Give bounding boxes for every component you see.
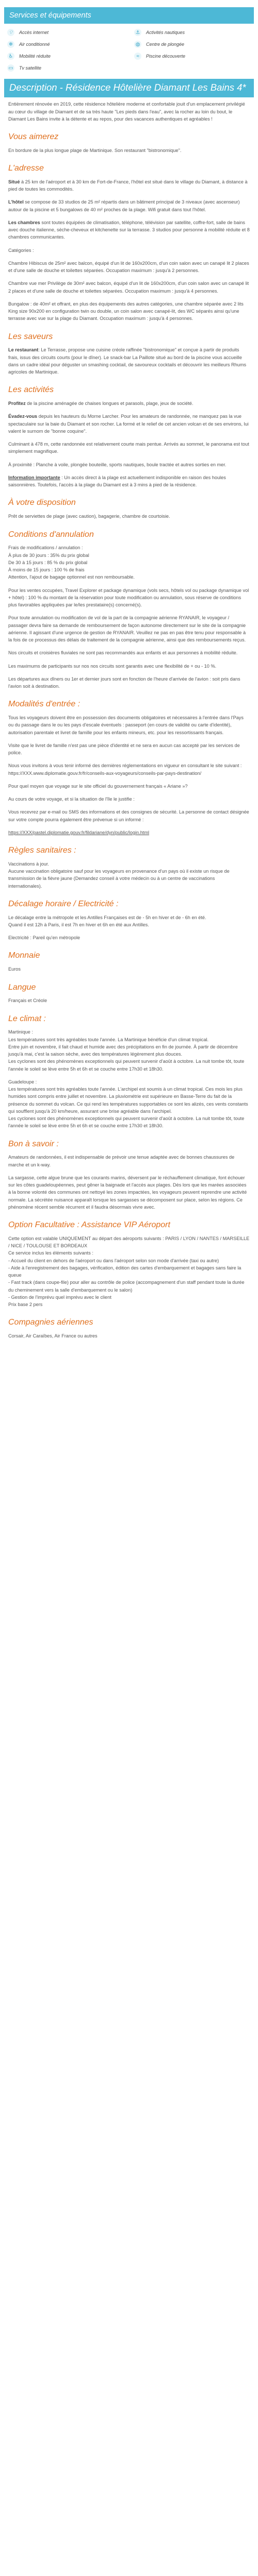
- formalites-p5: Au cours de votre voyage, et si la situation de l'île le justifie :: [8, 796, 135, 802]
- service-label: Centre de plongée: [146, 41, 185, 47]
- intro-text: Entièrement rénovée en 2019, cette résidence hôtelière moderne et confortable jouit d'un emplacement privilégié au cœur du village de Diamant et de sa très haute "Les pieds dans l'eau", avec la rocher au loin du bout, le Diamant Les Bains invite à la détente et au repos, pour des vacances authentiques et agréables !: [8, 101, 245, 122]
- description-title: Description - Résidence Hôtelière Diamant Les Bains 4*: [4, 79, 254, 97]
- langue-text: Français et Créole: [8, 998, 47, 1004]
- decalage-heading: Décalage horaire / Electricité :: [8, 899, 119, 908]
- tv-icon: ▭: [7, 64, 14, 72]
- electricite-text: Electricité : Pareil qu'en métropole: [8, 935, 80, 941]
- formalites-p3: Nous vous invitons à vous tenir informé des dernières réglementations en vigueur en consultant le site suivant : https://XXX.www.diplomatie.gouv.fr/fr/conseils-aux-voyageurs/conseils-par-pays-destination/: [8, 763, 242, 776]
- activites-profitez: Profitez de la piscine aménagée de chaises longues et parasols, plage, jeux de société.: [8, 401, 194, 406]
- pool-icon: ≈: [134, 53, 141, 60]
- diving-icon: ◍: [134, 41, 141, 48]
- service-label: Tv satellite: [19, 65, 42, 71]
- saveurs-heading: Les saveurs: [8, 332, 53, 341]
- service-item: [7, 41, 124, 48]
- sanitaires-text: Vaccinations à jour. Aucune vaccination obligatoire sauf pour les voyageurs en provenance d'un pays où il existe un risque de transmission de la fièvre jaune (Demandez conseil à votre médecin ou à un centre de vaccinations internationales).: [8, 861, 230, 889]
- disposition-heading: À votre disposition: [8, 498, 76, 507]
- annulation-line: Frais de modifications / annulation :: [8, 545, 83, 551]
- formalites-p1: Tous les voyageurs doivent être en possession des documents obligatoires et nécessaires à l'entrée dans l'Pays ou du passage dans le ou les pays d'escale éventuels : passeport (en cours de validité ou carte d'identité), autorisation parentale et livret de famille pour les enfants mineurs, etc. pour les ressortissants français.: [8, 715, 244, 735]
- activites-heading: Les activités: [8, 385, 54, 395]
- categories-label: Catégories :: [8, 247, 34, 253]
- adresse-chambres: Les chambres sont toutes équipées de climatisation, téléphone, télévision par satellite, coffre-fort, salle de bains avec douche italienne, sèche-cheveux et kitchenette sur la terrasse. 3 studios pour personne à mobilité réduite et 8 chambres communicantes.: [8, 219, 250, 240]
- vous-aimerez-heading: Vous aimerez: [8, 132, 59, 142]
- service-item: [7, 64, 124, 72]
- services-title: Services et équipements: [4, 7, 254, 24]
- activites-information: Information importante : Un accès direct à la plage est actuellement indisponible en raison des houles saisonnières. Toutefois, l'accès à la plage du Diamant est à 3 mins à pied de la résidence.: [8, 474, 226, 488]
- service-label: Accès internet: [19, 29, 49, 35]
- wheelchair-icon: ♿: [7, 53, 14, 60]
- langue-heading: Langue: [8, 982, 36, 992]
- bon-savoir-heading: Bon à savoir :: [8, 1139, 59, 1148]
- boat-icon: ⚓: [134, 29, 141, 36]
- bon-savoir-p2: La sargasse, cette algue brune que les courants marins, déversent par le réchauffement climatique, font échouer sur les côtes guadeloupéennes, peut gêner la baignade et l'accès aux plages. Dès lors que les marées associées à la bonne volonté des communes ont nettoyé les zones impactées, les voyageurs peuvent reprendre une activité normale. La sécrétée nuisance apparaît lorsque les sargasses se décomposent sur place, selon les régions. Ce phénomène récent semble récurrent et il faudra désormais vivre avec.: [8, 1175, 247, 1210]
- vous-aimerez-text: En bordure de la plus longue plage de Martinique. Son restaurant "bistronomique".: [8, 147, 182, 153]
- services-grid: [7, 29, 251, 72]
- climat-guadeloupe-head: Guadeloupe :: [8, 1079, 37, 1084]
- saveurs-text: Le restaurant: Le Terrasse, propose une cuisine créole raffinée "bistronomique" et conçue à partir de produits frais, issus des circuits courts (pour le dîner). Le snack-bar La Paillote situé au bord de la piscine vous accueille dans un cadre idéal pour déguster un smashing cocktail, de savoureux cocktails et découvrir les meilleurs Rhums agricoles de Martinique.: [8, 347, 247, 375]
- climat-martinique: Les températures sont très agréables toute l'année. La Martinique bénéficie d'un climat tropical. Entre juin et novembre, il fait chaud et humide avec des précipitations en fin de journée. À partir de décembre jusqu'à mai, c'est la saison sèche, avec des températures légèrement plus douces. Les cyclones sont des phénomènes exceptionnels qui peuvent survenir d'août à octobre. La nuit tombe tôt, toute l'année le soleil se lève entre 5h et 6h et se couche entre 17h30 et 18h30.: [8, 1037, 245, 1072]
- monnaie-heading: Monnaie: [8, 951, 40, 960]
- option-text: Cette option est valable UNIQUEMENT au départ des aéroports suivants : PARIS / LYON / NANTES / MARSEILLE / NICE / TOULOUSE ET BORDEAUX Ce service inclus les éléments suivants : - Accueil du client en dehors de l'aéroport ou dans l'aéroport selon son mode d'arrivée (taxi ou autre) - Aide à l'enregistrement des bagages, vérification, édition des cartes d'embarquement et bagages sans faire la queue - Fast track (dans coupe-file) pour aller au contrôle de police (accompagnement d'un staff pendant toute la durée du cheminement vers la salle d'embarquement ou le salon) - Gestion de l'imprévu quel imprévu avec le client Prix base 2 pers: [8, 1235, 250, 1308]
- adresse-hotel: L'hôtel se compose de 33 studios de 25 m² répartis dans un bâtiment principal de 3 niveaux (avec ascenseur) autour de la piscine et 5 bungalows de 40 m² proches de la plage. Wifi gratuit dans tout l'hôtel.: [8, 199, 240, 212]
- service-item: [7, 29, 124, 36]
- annulation-p2: Pour toute annulation ou modification de vol de la part de la compagnie aérienne RYANAIR, le voyageur / passager devra faire sa demande de remboursement de façon autonome directement sur le site de la compagnie aérienne. Il agissant d'une urgence de gestion de RYANAIR. Veuillez ne pas en pas être tenu pour responsable à la fois de ce processus des délais de traitement de la compagnie aérienne, ainsi que des remboursements reçus.: [8, 615, 246, 643]
- service-item: [7, 53, 124, 60]
- snowflake-icon: ❄: [7, 41, 14, 48]
- service-label: Mobilité réduite: [19, 53, 51, 59]
- climat-martinique-head: Martinique :: [8, 1029, 34, 1035]
- annulation-p4: Les maximums de participants sur nos nos circuits sont garantis avec une flexibilité de + ou - 10 %.: [8, 663, 217, 669]
- decalage-text: Le décalage entre la métropole et les Antilles Françaises est de - 5h en hiver et de - 6h en été. Quand il est 12h à Paris, il est 7h en hiver et 6h en été aux Antilles.: [8, 914, 206, 927]
- service-label: Activités nautiques: [146, 29, 185, 35]
- activites-evadez: Évadez-vous depuis les hauteurs du Morne Larcher. Pour les amateurs de randonnée, ne manquez pas la vue spectaculaire sur la baie du Diamant et son rocher. La formé et le relief de cet ancien volcan et de ses environs, lui valent le surnom de "bonne coquine".: [8, 414, 249, 434]
- service-label: Piscine découverte: [146, 53, 186, 59]
- monnaie-text: Euros: [8, 967, 21, 972]
- climat-heading: Le climat :: [8, 1014, 46, 1023]
- service-item: [134, 53, 251, 60]
- wifi-icon: ⌔: [7, 29, 14, 36]
- annulation-p3: Nos circuits et croisières fluviales ne sont pas recommandés aux enfants et aux personnes à mobilité réduite.: [8, 650, 238, 656]
- formalites-p6: Vous recevrez par e-mail ou SMS des informations et des consignes de sécurité. La personne de contact désignée sur votre compte pourra également être prévenue si un informé :: [8, 809, 249, 822]
- service-item: [134, 41, 251, 48]
- annulation-line: De 30 à 15 jours : 85 % du prix global: [8, 560, 88, 565]
- compagnies-heading: Compagnies aériennes: [8, 1318, 93, 1327]
- description-content: [0, 97, 258, 1340]
- sanitaires-heading: Règles sanitaires :: [8, 846, 76, 855]
- category-hibiscus: Chambre Hibiscus de 25m² avec balcon, équipé d'un lit de 160x200cm, d'un coin salon avec un canapé lit 2 places et d'une salle de douche et toilettes séparées. Occupation maximum : jusqu'à 2 personnes.: [8, 260, 249, 274]
- option-heading: Option Facultative : Assistance VIP Aéroport: [8, 1221, 170, 1230]
- service-item: [134, 29, 251, 36]
- annulation-line: Attention, l'ajout de bagage optionnel est non remboursable.: [8, 574, 135, 580]
- adresse-situe: Situé à 25 km de l'aéroport et à 30 km de Fort-de-France, l'hôtel est situé dans le village du Diamant, à distance à pied de toutes les commodités.: [8, 179, 248, 192]
- annulation-line: À plus de 30 jours : 35% du prix global: [8, 552, 89, 558]
- formalites-p4: Pour quel moyen que voyage sur le site officiel du gouvernement français « Ariane »?: [8, 783, 188, 789]
- service-label: Air conditionné: [19, 41, 50, 47]
- category-privilege: Chambre vue mer Privilège de 30m² avec balcon, équipé d'un lit de 160x200cm, d'un coin salon avec un canapé lit 2 places et d'une salle de douche et toilettes séparées. Occupation maximum : jusqu'à 4 personnes.: [8, 281, 249, 294]
- disposition-text: Prêt de serviettes de plage (avec caution), bagagerie, chambre de courtoisie.: [8, 514, 170, 519]
- annulation-p1: Pour les ventes occupées, Travel Explorer et package dynamique (vols secs, hôtels vol ou package dynamique vol + hôtel) : 100 % du montant de la réservation pour toute modification ou annulation, sous réserve de conditions plus favorables appliquées par le/les prestataire(s) concerné(s).: [8, 587, 249, 608]
- formalites-p2: Visite que le livret de famille n'est pas une pièce d'identité et ne sera en aucun cas accepté par les services de police.: [8, 742, 240, 756]
- annulation-list: [8, 544, 250, 581]
- category-bungalow: Bungalow : de 40m² et offrant, en plus des équipements des autres catégories, une chambre séparée avec 2 lits King size 90x200 en configuration twin ou double, un coin salon avec canapé-lit, des WC séparés ainsi qu'une terrasse avec vue sur la plage du Diamant. Occupation maximum : jusqu'à 4 personnes.: [8, 301, 244, 321]
- annulation-line: À moins de 15 jours : 100 % de frais: [8, 567, 85, 573]
- activites-proximite: À proximité : Planche à voile, plongée bouteille, sports nautiques, boule tractée et autres sorties en mer.: [8, 462, 227, 467]
- formalites-heading: Modalités d'entrée :: [8, 700, 80, 709]
- compagnies-text: Corsair, Air Caraïbes, Air France ou autres: [8, 1333, 98, 1339]
- formalites-link[interactable]: https://XXX/pastel.diplomatie.gouv.fr/fildariane/dyn/public/login.html: [8, 829, 150, 835]
- annulation-heading: Conditions d'annulation: [8, 530, 94, 539]
- climat-guadeloupe: Les températures sont très agréables toute l'année. L'archipel est soumis à un climat tropical. Ces mois les plus humides sont compris entre juillet et novembre. La pluviométrie est supérieure en Basse-Terre du fait de la présence du sommet du volcan. Ce qui rend les températures supportables ce sont les alizés, ces vents constants qui soufflent jusqu'à 20 km/heure, assurant une brise agréable dans l'archipel. Les cyclones sont des phénomènes exceptionnels qui peuvent survenir d'août à octobre. La nuit tombe tôt, toute l'année le soleil se lève entre 5h et 6h et se couche entre 17h30 et 18h30.: [8, 1087, 248, 1129]
- adresse-heading: L'adresse: [8, 164, 44, 173]
- activites-culminant: Culminant à 478 m, cette randonnée est relativement courte mais pentue. Arrivés au sommet, le panorama est tout simplement magnifique.: [8, 442, 249, 454]
- annulation-p5: Les départures aux dîners ou 1er et dernier jours sont en fonction de l'heure d'arrivée de l'avion : soit pris dans l'avion soit à destination.: [8, 676, 240, 689]
- bon-savoir-p1: Amateurs de randonnées, il est indispensable de prévoir une tenue adaptée avec de bonnes chaussures de marche et un k-way.: [8, 1155, 235, 1167]
